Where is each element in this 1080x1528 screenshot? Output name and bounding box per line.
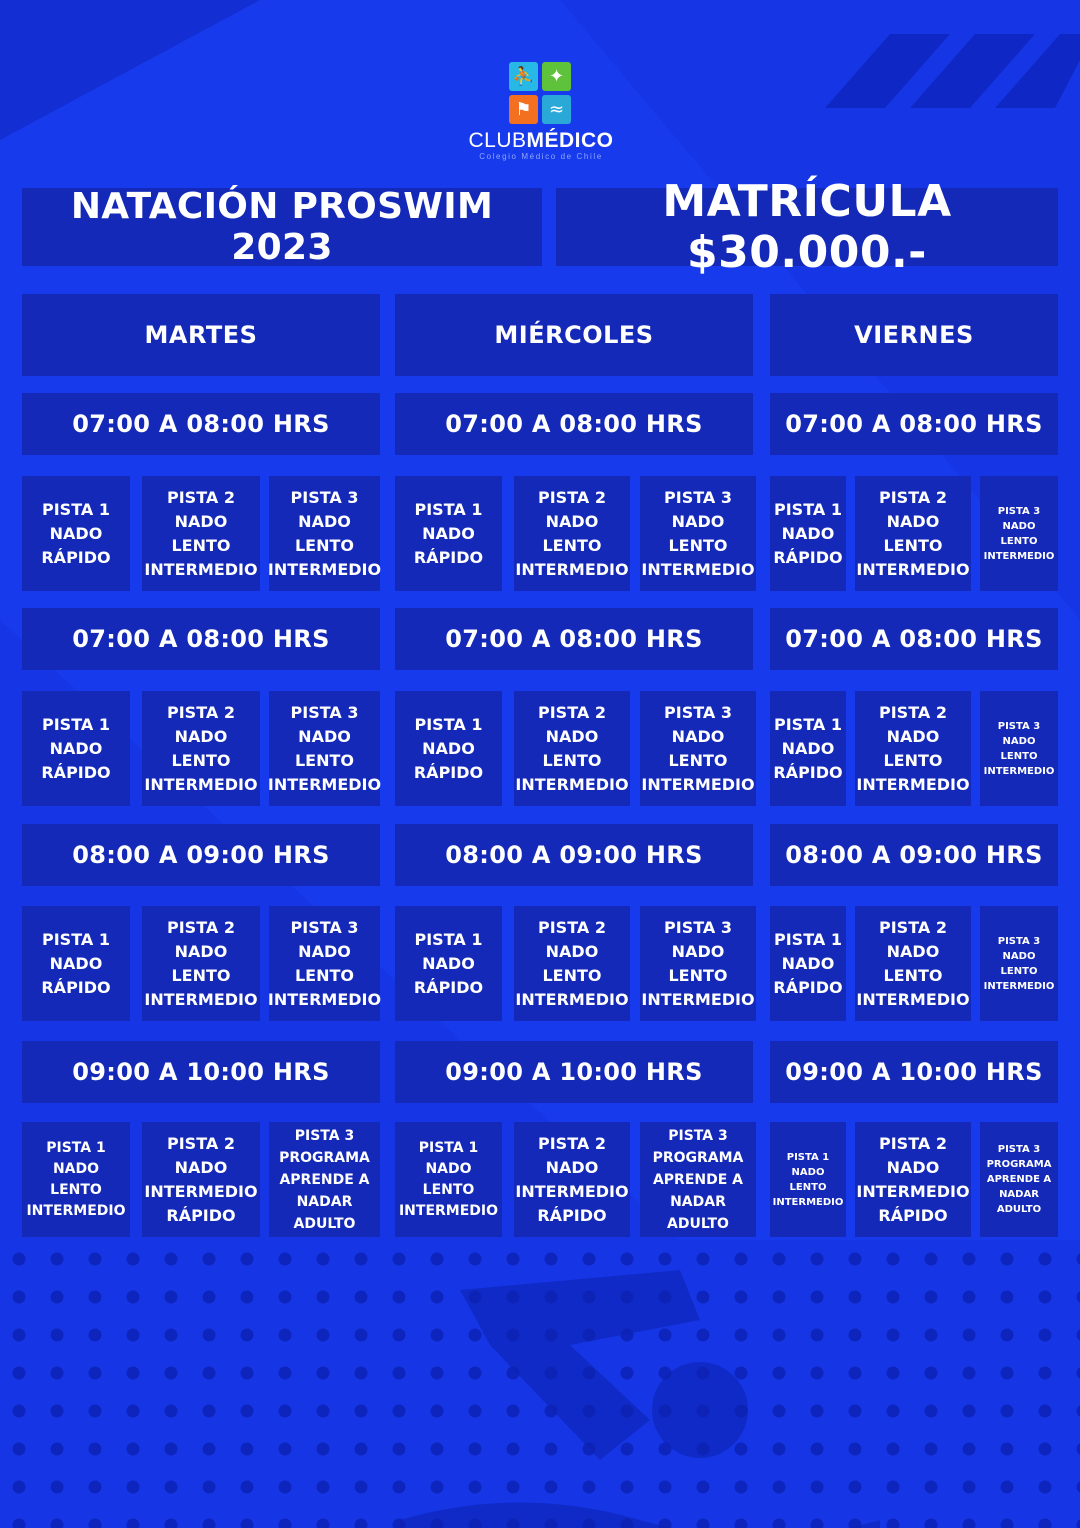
lane-cell: PISTA 2 NADO LENTO INTERMEDIO [514,906,630,1021]
logo-wordmark [466,129,616,153]
time-slot-miercoles: 09:00 A 10:00 HRS [395,1041,753,1103]
lane-cell: PISTA 3 NADO LENTO INTERMEDIO [269,476,380,591]
lane-cell: PISTA 2 NADO LENTO INTERMEDIO [142,906,260,1021]
time-slot-martes: 07:00 A 08:00 HRS [22,393,380,455]
lane-cell: PISTA 3 NADO LENTO INTERMEDIO [640,906,756,1021]
lane-cell: PISTA 3 NADO LENTO INTERMEDIO [269,691,380,806]
lane-cell: PISTA 3 NADO LENTO INTERMEDIO [640,476,756,591]
lane-cell: PISTA 3 PROGRAMA APRENDE A NADAR ADULTO [640,1122,756,1237]
logo-icon-grid [509,62,573,124]
lane-cell: PISTA 2 NADO LENTO INTERMEDIO [142,476,260,591]
lane-cell: PISTA 2 NADO LENTO INTERMEDIO [855,476,971,591]
swimmer-silhouette-icon [400,1250,880,1528]
time-slot-miercoles: 07:00 A 08:00 HRS [395,608,753,670]
lane-cell: PISTA 1 NADO RÁPIDO [395,691,502,806]
corner-stripes [820,30,1080,110]
lane-cell: PISTA 3 NADO LENTO INTERMEDIO [980,906,1058,1021]
runner-icon: ⚑ [509,95,538,124]
lane-cell: PISTA 1 NADO RÁPIDO [22,691,130,806]
time-slot-viernes: 07:00 A 08:00 HRS [770,393,1058,455]
lane-cell: PISTA 2 NADO LENTO INTERMEDIO [514,476,630,591]
lane-cell: PISTA 2 NADO INTERMEDIO RÁPIDO [514,1122,630,1237]
lane-cell: PISTA 1 NADO RÁPIDO [22,906,130,1021]
lane-cell: PISTA 2 NADO LENTO INTERMEDIO [142,691,260,806]
lane-cell: PISTA 1 NADO RÁPIDO [770,691,846,806]
lane-cell: PISTA 3 NADO LENTO INTERMEDIO [269,906,380,1021]
lane-cell: PISTA 1 NADO RÁPIDO [395,906,502,1021]
lane-cell: PISTA 3 PROGRAMA APRENDE A NADAR ADULTO [269,1122,380,1237]
time-slot-viernes: 09:00 A 10:00 HRS [770,1041,1058,1103]
logo-subtitle: Colegio Médico de Chile [479,152,603,161]
lane-cell: PISTA 3 PROGRAMA APRENDE A NADAR ADULTO [980,1122,1058,1237]
day-header-miercoles: MIÉRCOLES [395,294,753,376]
lane-cell: PISTA 2 NADO INTERMEDIO RÁPIDO [855,1122,971,1237]
day-header-viernes: VIERNES [770,294,1058,376]
lane-cell: PISTA 1 NADO LENTO INTERMEDIO [770,1122,846,1237]
time-slot-viernes: 07:00 A 08:00 HRS [770,608,1058,670]
swimmer-icon: ≈ [542,95,571,124]
lane-cell: PISTA 3 NADO LENTO INTERMEDIO [640,691,756,806]
time-slot-martes: 07:00 A 08:00 HRS [22,608,380,670]
lane-cell: PISTA 2 NADO INTERMEDIO RÁPIDO [142,1122,260,1237]
time-slot-miercoles: 07:00 A 08:00 HRS [395,393,753,455]
enrollment-fee: MATRÍCULA $30.000.- [556,188,1058,266]
lane-cell: PISTA 2 NADO LENTO INTERMEDIO [514,691,630,806]
time-slot-miercoles: 08:00 A 09:00 HRS [395,824,753,886]
lane-cell: PISTA 1 NADO LENTO INTERMEDIO [395,1122,502,1237]
logo-name-bold: MÉDICO [526,129,614,152]
time-slot-martes: 09:00 A 10:00 HRS [22,1041,380,1103]
lane-cell: PISTA 1 NADO RÁPIDO [22,476,130,591]
lane-cell: PISTA 3 NADO LENTO INTERMEDIO [980,476,1058,591]
tennis-player-icon: ✦ [542,62,571,91]
club-medico-logo [466,62,616,162]
lane-cell: PISTA 1 NADO RÁPIDO [770,476,846,591]
logo-name-light: CLUB [468,129,527,152]
time-slot-viernes: 08:00 A 09:00 HRS [770,824,1058,886]
lane-cell: PISTA 1 NADO RÁPIDO [770,906,846,1021]
page-title: NATACIÓN PROSWIM 2023 [22,188,542,266]
lane-cell: PISTA 3 NADO LENTO INTERMEDIO [980,691,1058,806]
day-header-martes: MARTES [22,294,380,376]
basketball-player-icon: ⛹ [509,62,538,91]
lane-cell: PISTA 2 NADO LENTO INTERMEDIO [855,691,971,806]
time-slot-martes: 08:00 A 09:00 HRS [22,824,380,886]
lane-cell: PISTA 1 NADO LENTO INTERMEDIO [22,1122,130,1237]
lane-cell: PISTA 1 NADO RÁPIDO [395,476,502,591]
lane-cell: PISTA 2 NADO LENTO INTERMEDIO [855,906,971,1021]
